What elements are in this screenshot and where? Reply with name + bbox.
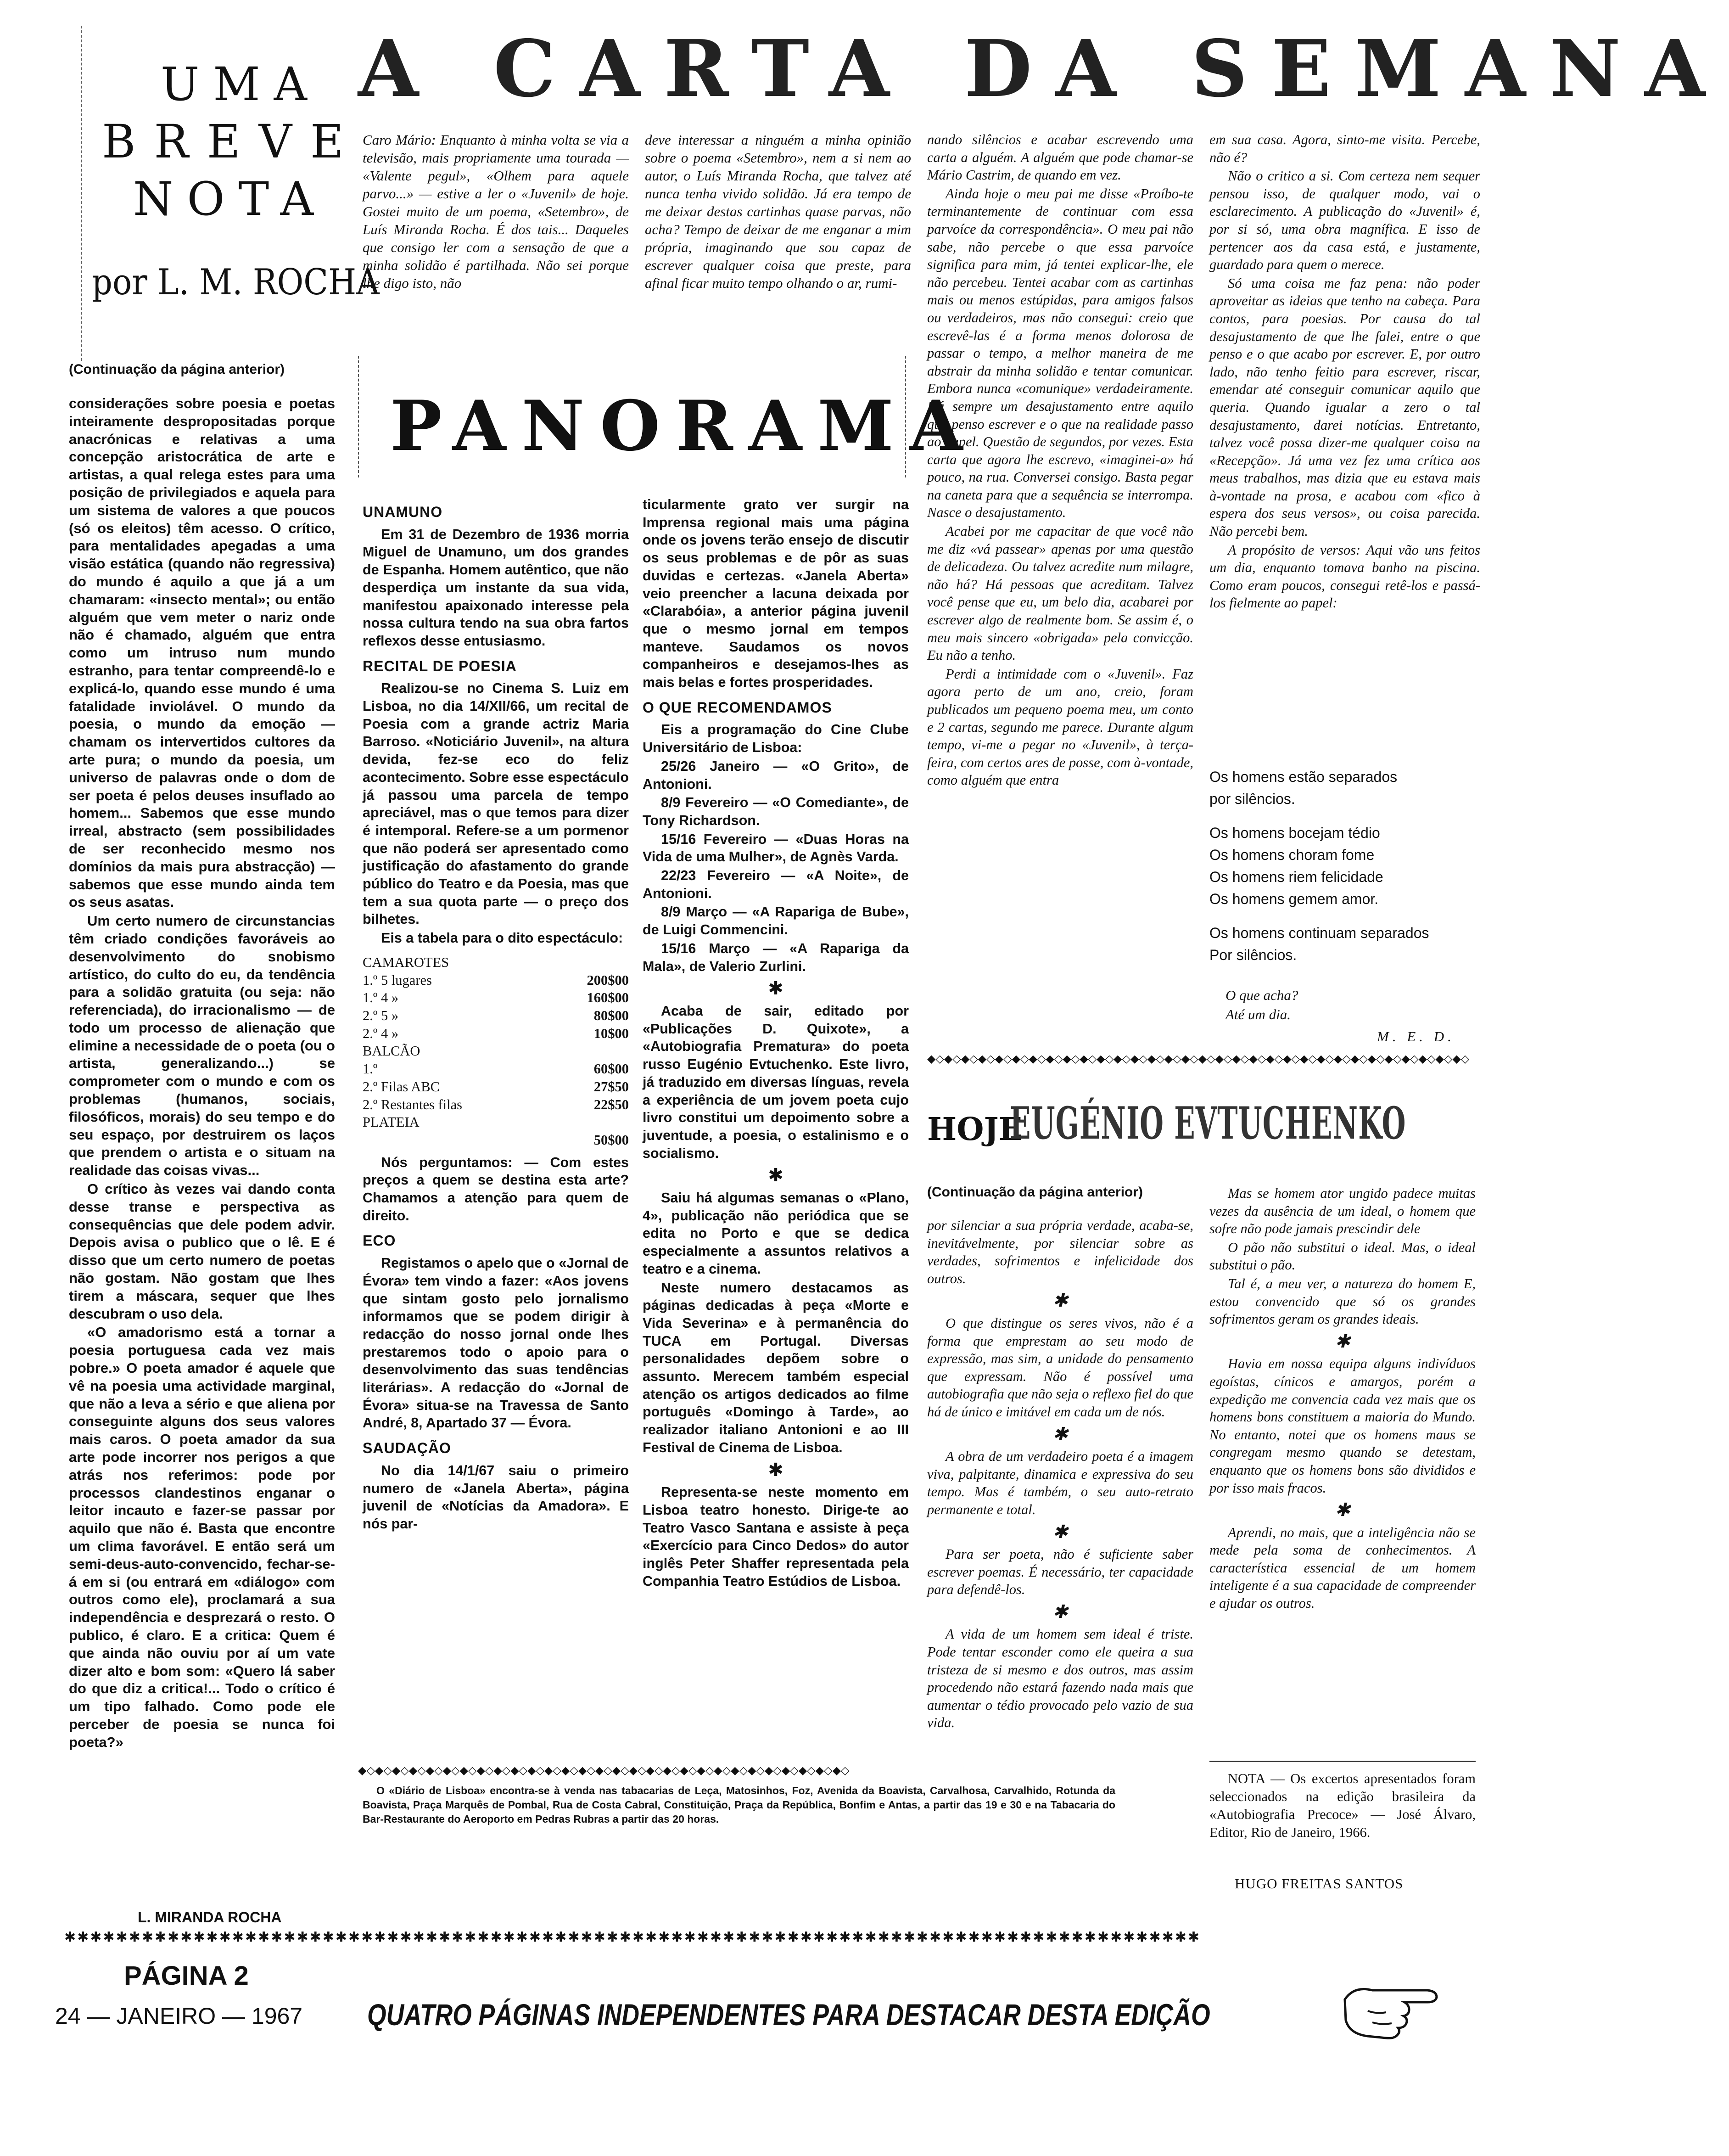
camarotes-heading: CAMAROTES: [363, 954, 449, 970]
recomendamos-heading: O QUE RECOMENDAMOS: [643, 699, 832, 716]
bottom-star-rule: ✱✱✱✱✱✱✱✱✱✱✱✱✱✱✱✱✱✱✱✱✱✱✱✱✱✱✱✱✱✱✱✱✱✱✱✱✱✱✱✱✱✱✱✱✱✱✱✱✱✱✱✱✱✱✱✱✱✱✱✱✱✱✱✱✱✱✱✱✱✱✱✱✱✱✱✱✱✱✱✱✱✱✱✱✱✱✱✱: [64, 1929, 1201, 1945]
hoje-col1-p5: A vida de um homem sem ideal é triste. Pode tentar esconder como ele queira a sua tristeza de si mesmo e dos outros, mas assim procedendo não estará fazendo nada mais que aumentar o tédio provocado pelo vazio de sua vida.: [927, 1626, 1193, 1731]
panorama-col2: [643, 496, 909, 1591]
breve-line1: UMA: [161, 57, 321, 111]
price-row: [363, 1007, 629, 1025]
separator-star-icon: ✱: [1052, 1290, 1068, 1311]
price-value: 22$50: [593, 1096, 629, 1112]
price-row: [363, 1025, 629, 1043]
price-label: 1.º 5 lugares: [363, 972, 432, 988]
price-row: [363, 1078, 629, 1096]
poem-line-8: Por silêncios.: [1209, 947, 1297, 963]
price-value: 27$50: [593, 1078, 629, 1095]
carta-col3-p2: Ainda hoje o meu pai me disse «Proíbo-te terminantemente de continuar com essa parvoíce da correspondência». O meu pai não sabe, não percebe o que essa parvoíce significa para mim, já tentei explicar-lhe, ele não percebeu. Tentei acabar com as cartinhas mais ou menos estúpidas, para amigos falsos ou verdadeiros, mas não consegui: creio que escrevê-las é a forma menos dolorosa de passar o tempo, a melhor maneira de me abstrair da minha solidão e tentar comunicar. Embora nunca «comunique» verdadeiramente. Há sempre um desajustamento entre aquilo que penso escrever e o que na realidade passo ao papel. Questão de segundos, por vezes. Esta carta que agora lhe escrevo, «imaginei-a» há pouco, na rua. Conversei consigo. Basta pegar na caneta para que a sequência se interrompa. Nasce o desajustamento.: [927, 185, 1193, 521]
price-label: 2.º Filas ABC: [363, 1078, 440, 1095]
carta-col2-text: deve interessar a ninguém a minha opinião sobre o poema «Setembro», nem a si nem ao autor, o Luís Miranda Rocha, que talvez até nunca tenha vivido solidão. Já era tempo de me deixar destas cartinhas quase parvas, não acha? Tempo de deixar de me enganar a mim própria, imaginando que sou capaz de escrever qualquer coisa que preste, para afinal ficar muito tempo olhando o ar, rumi-: [645, 132, 911, 291]
poem-line-4: Os homens choram fome: [1209, 847, 1375, 863]
left-signature: L. MIRANDA ROCHA: [138, 1909, 282, 1926]
hoje-signature: HUGO FREITAS SANTOS: [1235, 1875, 1404, 1892]
edition-date: 24 — JANEIRO — 1967: [55, 2003, 303, 2029]
separator-star-icon: ✱: [1052, 1423, 1068, 1444]
footer-slogan: QUATRO PÁGINAS INDEPENDENTES PARA DESTACAR DESTA EDIÇÃO: [367, 1998, 1210, 2032]
recomendamos-intro: Eis a programação do Cine Clube Universitário de Lisboa:: [643, 722, 909, 756]
left-article: [69, 395, 335, 1752]
left-para-4: «O amadorismo está a tornar a poesia portuguesa cada vez mais pobre.» O poeta amador é aquele que vê na poesia uma actividade marginal, que não a leva a sério e que aliena por conseguinte alguns dos seus valores mais caros. O poeta amador da sua arte pode incorrer nos perigos a que atrás nos referimos: pode por processos clandestinos enganar o leitor incauto e fazer-se passar por aquilo que não é. Basta que encontre um clima favorável. E então será um semi-deus-auto-convencido, fechar-se-á em si (ou entrará em «diálogo» com outros como ele), proclamará a sua independência e desprezará o resto. O publico, é claro. E a critica: Quem é que ainda não ouviu por aí um vate dizer alto e bom som: «Quero lá saber do que diz a critica!... Todo o crítico é um tipo falhado. Como pode ele perceber de poesia se nunca foi poeta?»: [69, 1324, 335, 1750]
film-item: 8/9 Março — «A Rapariga de Bube», de Luigi Commencini.: [643, 904, 909, 938]
hoje-continuation: (Continuação da página anterior): [927, 1185, 1143, 1200]
hoje-label: HOJE: [927, 1111, 1023, 1148]
carta-col1: [363, 131, 629, 293]
price-row: [363, 1096, 629, 1114]
price-label: 2.º 4 »: [363, 1025, 399, 1041]
poem-line-7: Os homens continuam separados: [1209, 925, 1429, 941]
diario-notice: [363, 1784, 1115, 1827]
carta-col4: [1209, 131, 1480, 613]
diario-notice-text: O «Diário de Lisboa» encontra-se à venda nas tabacarias de Leça, Matosinhos, Foz, Avenida da Boavista, Carvalhosa, Carvalhido, Rotunda da Boavista, Praça Marquês de Pombal, Rua de Costa Cabral, Constituição, Praça da República, Bonfim e Antas, a partir das 19 e 30 e na Tabacaria do Bar-Restaurante do Aeroporto em Pedras Rubras a partir das 20 horas.: [363, 1785, 1115, 1825]
plateia-heading: PLATEIA: [363, 1114, 420, 1130]
separator-star-icon: ✱: [1335, 1499, 1350, 1521]
recital-heading: RECITAL DE POESIA: [363, 657, 517, 674]
carta-col3-p4: Perdi a intimidade com o «Juvenil». Faz agora perto de um ano, creio, foram publicados um pequeno poema meu, um conto e 2 cartas, segundo me parece. Durante algum tempo, vi-me a pegar no «Juvenil», à terça-feira, com certos ares de posse, com à-vontade, como alguém que entra: [927, 666, 1193, 788]
carta-col4-p1: em sua casa. Agora, sinto-me visita. Percebe, não é?: [1209, 132, 1480, 165]
saudacao-heading: SAUDAÇÃO: [363, 1440, 451, 1457]
hoje-col2: [1209, 1185, 1476, 1613]
carta-initials: M. E. D.: [1377, 1028, 1455, 1044]
carta-col4-p2: Não o critico a si. Com certeza nem sequer pensou isso, de qualquer modo, vai o esclarecimento. A publicação do «Juvenil» é, por si só, uma obra magnífica. E isso de pertencer aos da casa está, e justamente, guardado para quem o merece.: [1209, 168, 1480, 273]
price-row: [363, 1131, 629, 1149]
hoje-name: EUGÉNIO EVTUCHENKO: [1010, 1097, 1406, 1149]
carta-closing-1: O que acha?: [1225, 987, 1298, 1003]
breve-author: por L. M. ROCHA: [92, 262, 380, 303]
price-label: 1.º 4 »: [363, 990, 399, 1006]
breve-line3: NOTA: [133, 172, 327, 226]
carta-title: A CARTA DA SEMANA: [358, 23, 1729, 115]
hoje-nota: [1209, 1770, 1476, 1842]
separator-star-icon: ✱: [1052, 1521, 1068, 1542]
left-para-1: considerações sobre poesia e poetas inteiramente despropositadas porque anacrónicas e relativas a uma concepção aristocrática de arte e artistas, a qual relega estes para uma posição de privilegiados e aquela para um sistema de valores a que poucos (só os eleitos) têm acesso. O crítico, para mentalidades apegadas a uma visão estática (quando não regressiva) do mundo é aquilo a que já a um chamaram: «insecto mental»; ou então alguém que vem meter o nariz onde não é chamado, alguém que entra como um intruso num mundo estranho, para tentar compreendê-lo e explicá-lo, quando esse mundo é uma fatalidade inviolável. O mundo da poesia, o mundo da emoção — chamam os intervertidos cultores da arte pura; o mundo da poesia, um universo de palavras onde o dom de ser poeta é pelos deuses insuflado ao homem... Sabemos que esse mundo irreal, abstracto (sem possibilidades de ser reconhecido mesmo nos domínios da mais pura abstracção) — sabemos que esse mundo ainda tem os seus asatas.: [69, 395, 335, 910]
recital-text: Realizou-se no Cinema S. Luiz em Lisboa, no dia 14/XII/66, um recital de Poesia com a grande actriz Maria Barroso. «Noticiário Juvenil», na altura devida, fez-se eco do feliz acontecimento. Sobre esse espectáculo já passou uma parcela de tempo apreciável, mas o que temos para dizer é intemporal. Refere-se a um pormenor que não poderá ser apresentado como justificação do afastamento do grande público do Teatro e da Poesia, mas que tem a sua quota parte — o preço dos bilhetes.: [363, 680, 629, 927]
saudacao-text: No dia 14/1/67 saiu o primeiro numero de «Janela Aberta», página juvenil de «Notícias da Amadora». E nós par-: [363, 1462, 629, 1532]
quixote-text: Acaba de sair, editado por «Publicações D. Quixote», a «Autobiografia Prematura» do poeta russo Eugénio Evtuchenko. Este livro, já traduzido em diversas línguas, revela a experiência de um jovem poeta cujo livro constitui um depoimento sobre a juventude, a poesia, o estalinismo e o socialismo.: [643, 1003, 909, 1161]
price-label: 2.º 5 »: [363, 1007, 399, 1023]
left-para-3: O crítico às vezes vai dando conta desse transe e perspectiva as consequências que dele podem advir. Depois avisa o publico que o lê. E é disso que um certo numero de poetas não gostam. Não gostam que lhes tirem a máscara, sequer que lhes descubram o uso dela.: [69, 1181, 335, 1322]
film-item: 22/23 Fevereiro — «A Noite», de Antonioni.: [643, 868, 909, 901]
carta-col1-text: Caro Mário: Enquanto à minha volta se via a televisão, mais propriamente uma tourada — «Valente pegul», «Olhem para aquele parvo...» — estive a ler o «Juvenil» de hoje. Gostei muito de um poema, «Setembro», de Luís Miranda Rocha. É dos tais... Daqueles que consigo ler com a sensação de que a minha solidão é partilhada. Não sei porque lhe digo isto, não: [363, 132, 629, 291]
film-item: 8/9 Fevereiro — «O Comediante», de Tony Richardson.: [643, 795, 909, 828]
hoje-col2-p4: Havia em nossa equipa alguns indivíduos egoístas, cínicos e amargos, porém a expedição me convencia cada vez mais que os homens bons constituem a maioria do Mundo. No entanto, notei que os homens maus se congregam mesmo quando se detestam, enquanto que os homens bons são divididos e por isso mais fracos.: [1209, 1356, 1476, 1496]
price-row: [363, 1113, 629, 1131]
hoje-col2-p2: O pão não substitui o ideal. Mas, o ideal substitui o pão.: [1209, 1239, 1476, 1273]
notice-top-border: ◆◇◆◇◆◇◆◇◆◇◆◇◆◇◆◇◆◇◆◇◆◇◆◇◆◇◆◇◆◇◆◇◆◇◆◇◆◇◆◇◆◇◆◇◆◇◆◇◆◇◆◇◆◇◆◇◆◇: [358, 1764, 850, 1777]
poem-line-5: Os homens riem felicidade: [1209, 869, 1383, 885]
hoje-col1-p3: A obra de um verdadeiro poeta é a imagem viva, palpitante, dinamica e expressiva do seu tempo. Mas é também, o seu auto-retrato permanente e total.: [927, 1449, 1193, 1517]
eco-heading: ECO: [363, 1232, 396, 1249]
price-label: 1.º: [363, 1061, 378, 1077]
price-value: 60$00: [593, 1061, 629, 1077]
tabela-intro: Eis a tabela para o dito espectáculo:: [381, 930, 623, 946]
price-value: 10$00: [593, 1025, 629, 1041]
plateia-price: 50$00: [593, 1132, 629, 1148]
carta-col4-p3: Só uma coisa me faz pena: não poder aproveitar as ideias que tenho na cabeça. Para contos, para poesias. Por causa do tal desajustamento de que lhe falei, entre o que penso e o que acabo por escrever. E, por outro lado, não tenho feitio para escrever, riscar, emendar até conseguir comunicar aquilo que queria. Quando igualar a zero o tal desajustamento, darei notícias. Entretanto, talvez você possa dizer-me qualquer coisa na «Recepção». Já uma vez fez uma crítica aos meus trabalhos, mas dizia que eu estava mais à-vontade na prosa, e acabou com «fico à espera dos seus versos», ou coisa parecida. Não percebi bem.: [1209, 275, 1480, 539]
price-table: [363, 954, 629, 1149]
price-label: 2.º Restantes filas: [363, 1096, 462, 1112]
unamuno-text: Em 31 de Dezembro de 1936 morria Miguel de Unamuno, um dos grandes de Espanha. Homem autêntico, que não desperdiça um instante da sua vida, manifestou apaixonado interesse pela nossa cultura tendo na sua obra fartos reflexos desse entusiasmo.: [363, 526, 629, 649]
balcao-heading: BALCÃO: [363, 1043, 420, 1059]
left-para-2: Um certo numero de circunstancias têm criado condições favoráveis ao desenvolvimento do snobismo artístico, do culto do eu, da tendência para a solidão gratuita (ou seja: não referenciada), do irracionalismo — de todo um processo de alienação que elimine a necessidade de o poeta (ou o artista, generalizando...) se comprometer com o mundo e com os problemas (humanos, sociais, filosóficos, morais) do seu tempo e do seu espaço, por destruirem os laços que prendem o artista e o situam na realidade das coisas vivas...: [69, 913, 335, 1179]
separator-star-icon: ✱: [768, 1460, 783, 1480]
breve-continuation: (Continuação da página anterior): [69, 362, 285, 377]
perguntamos-text: Nós perguntamos: — Com estes preços a quem se destina esta arte? Chamamos a atenção para quem de direito.: [363, 1154, 629, 1224]
price-value: 80$00: [593, 1007, 629, 1023]
panorama-title: PANORAMA: [390, 386, 979, 466]
carta-col2: [645, 131, 911, 293]
price-value: 200$00: [587, 972, 629, 988]
page-number: PÁGINA 2: [124, 1961, 249, 1991]
janela-text: ticularmente grato ver surgir na Imprensa regional mais uma página onde os jovens terão ensejo de discutir os seus problemas e de pôr as suas duvidas e certezas. «Janela Aberta» veio preencher a lacuna deixada por «Clarabóia», a anterior página juvenil que o mesmo jornal em tempos manteve. Saudamos os novos companheiros e desejamos-lhes as mais belas e fortes prosperidades.: [643, 497, 909, 691]
film-item: 25/26 Janeiro — «O Grito», de Antonioni.: [643, 758, 909, 792]
separator-star-icon: ✱: [768, 1165, 783, 1186]
carta-poem: [1209, 767, 1480, 967]
carta-col4-p4: A propósito de versos: Aqui vão uns feitos um dia, enquanto tomava banho na piscina. Como eram poucos, consegui retê-los e passá-los fielmente ao papel:: [1209, 542, 1480, 611]
price-value: 160$00: [587, 990, 629, 1006]
poem-line-1: Os homens estão separados: [1209, 769, 1398, 785]
breve-line2: BREVE: [102, 115, 362, 168]
hoje-nota-text: NOTA — Os excertos apresentados foram seleccionados na edição brasileira da «Autobiografia Precoce» — José Álvaro, Editor, Rio de Janeiro, 1966.: [1209, 1771, 1476, 1840]
hoje-col1: [927, 1217, 1193, 1733]
carta-col3-p3: Acabei por me capacitar de que você não me diz «vá passear» apenas por uma questão de delicadeza. Ou talvez acredite num milagre, não há? Há pessoas que acreditam. Talvez você pense que eu, um belo dia, acabarei por escrever algo de realmente bom. Se assim é, o meu mais sincero «obrigada» pela convicção. Eu não a tenho.: [927, 523, 1193, 663]
hoje-col2-p5: Aprendi, no mais, que a inteligência não se mede pela soma de conhecimentos. A característica essencial de um homem inteligente é a sua capacidade de compreender e ajudar os outros.: [1209, 1524, 1476, 1611]
price-row: [363, 971, 629, 989]
hoje-col1-p4: Para ser poeta, não é suficiente saber escrever poemas. É necessário, ter capacidade para defendê-los.: [927, 1546, 1193, 1598]
eco-text: Registamos o apelo que o «Jornal de Évora» tem vindo a fazer: «Aos jovens que sintam gosto pelo jornalismo informamos que se podem dirigir à redacção do nosso jornal onde lhes prestaremos todo o apoio para o desenvolvimento das suas tendências literárias». A redacção do «Jornal de Évora» situa-se na Travessa de Santo André, 8, Apartado 37 — Évora.: [363, 1255, 629, 1431]
hoje-top-border: ◆◇◆◇◆◇◆◇◆◇◆◇◆◇◆◇◆◇◆◇◆◇◆◇◆◇◆◇◆◇◆◇◆◇◆◇◆◇◆◇◆◇◆◇◆◇◆◇◆◇◆◇◆◇◆◇◆◇◆◇◆◇◆◇: [927, 1052, 1470, 1065]
panorama-col1: [363, 496, 629, 1534]
carta-closing-2: Até um dia.: [1225, 1006, 1291, 1022]
price-row: [363, 1060, 629, 1078]
film-item: 15/16 Março — «A Rapariga da Mala», de Valerio Zurlini.: [643, 940, 909, 974]
separator-star-icon: ✱: [1335, 1331, 1350, 1352]
unamuno-heading: UNAMUNO: [363, 504, 443, 520]
poem-line-6: Os homens gemem amor.: [1209, 891, 1379, 907]
pointing-hand-icon: [1340, 1972, 1446, 2041]
hoje-col2-p1: Mas se homem ator ungido padece muitas vezes da ausência de um ideal, o homem que sofre não pode jamais prescindir dele: [1209, 1185, 1476, 1237]
hoje-divider: [1209, 1761, 1476, 1762]
separator-star-icon: ✱: [1052, 1601, 1068, 1622]
poem-line-3: Os homens bocejam tédio: [1209, 825, 1380, 841]
film-item: 15/16 Fevereiro — «Duas Horas na Vida de uma Mulher», de Agnès Varda.: [643, 831, 909, 865]
hoje-col2-p3: Tal é, a meu ver, a natureza do homem E, estou convencido que só os grandes sofrimentos geram os grandes ideais.: [1209, 1275, 1476, 1327]
hoje-col1-p1: por silenciar a sua própria verdade, acaba-se, inevitávelmente, por silenciar sobre as verdades, sofrimentos e infelicidade dos outros.: [927, 1218, 1193, 1286]
vasco-text: Representa-se neste momento em Lisboa teatro honesto. Dirige-te ao Teatro Vasco Santana e assiste à peça «Exercício para Cinco Dedos» do autor inglês Peter Shaffer representada pela Companhia Teatro Estúdios de Lisboa.: [643, 1484, 909, 1589]
price-row: [363, 989, 629, 1007]
hoje-col1-p2: O que distingue os seres vivos, não é a forma que emprestam ao seu modo de expressão, mas sim, a unidade do pensamento que expressam. Não é possível uma autobiografia que não seja o reflexo fiel do que há de único e imitável em cada um de nós.: [927, 1315, 1193, 1420]
poem-line-2: por silêncios.: [1209, 791, 1295, 807]
plano-text: Saiu há algumas semanas o «Plano, 4», publicação não periódica que se edita no Porto e que se dedica especialmente a assuntos relativos a teatro e a cinema.: [643, 1190, 909, 1277]
plano-text-2: Neste numero destacamos as páginas dedicadas à peça «Morte e Vida Severina» e à permanência do TUCA em Portugal. Diversas personalidades depõem sobre o assunto. Merecem também especial atenção os artigos dedicados ao filme português «Domingo à Tarde», ao realizador italiano Antonioni e ao III Festival de Cinema de Lisboa.: [643, 1280, 909, 1455]
separator-star-icon: ✱: [768, 978, 783, 999]
carta-col3-p1: nando silêncios e acabar escrevendo uma carta a alguém. A alguém que pode chamar-se Mário Castrim, de quando em vez.: [927, 132, 1193, 183]
